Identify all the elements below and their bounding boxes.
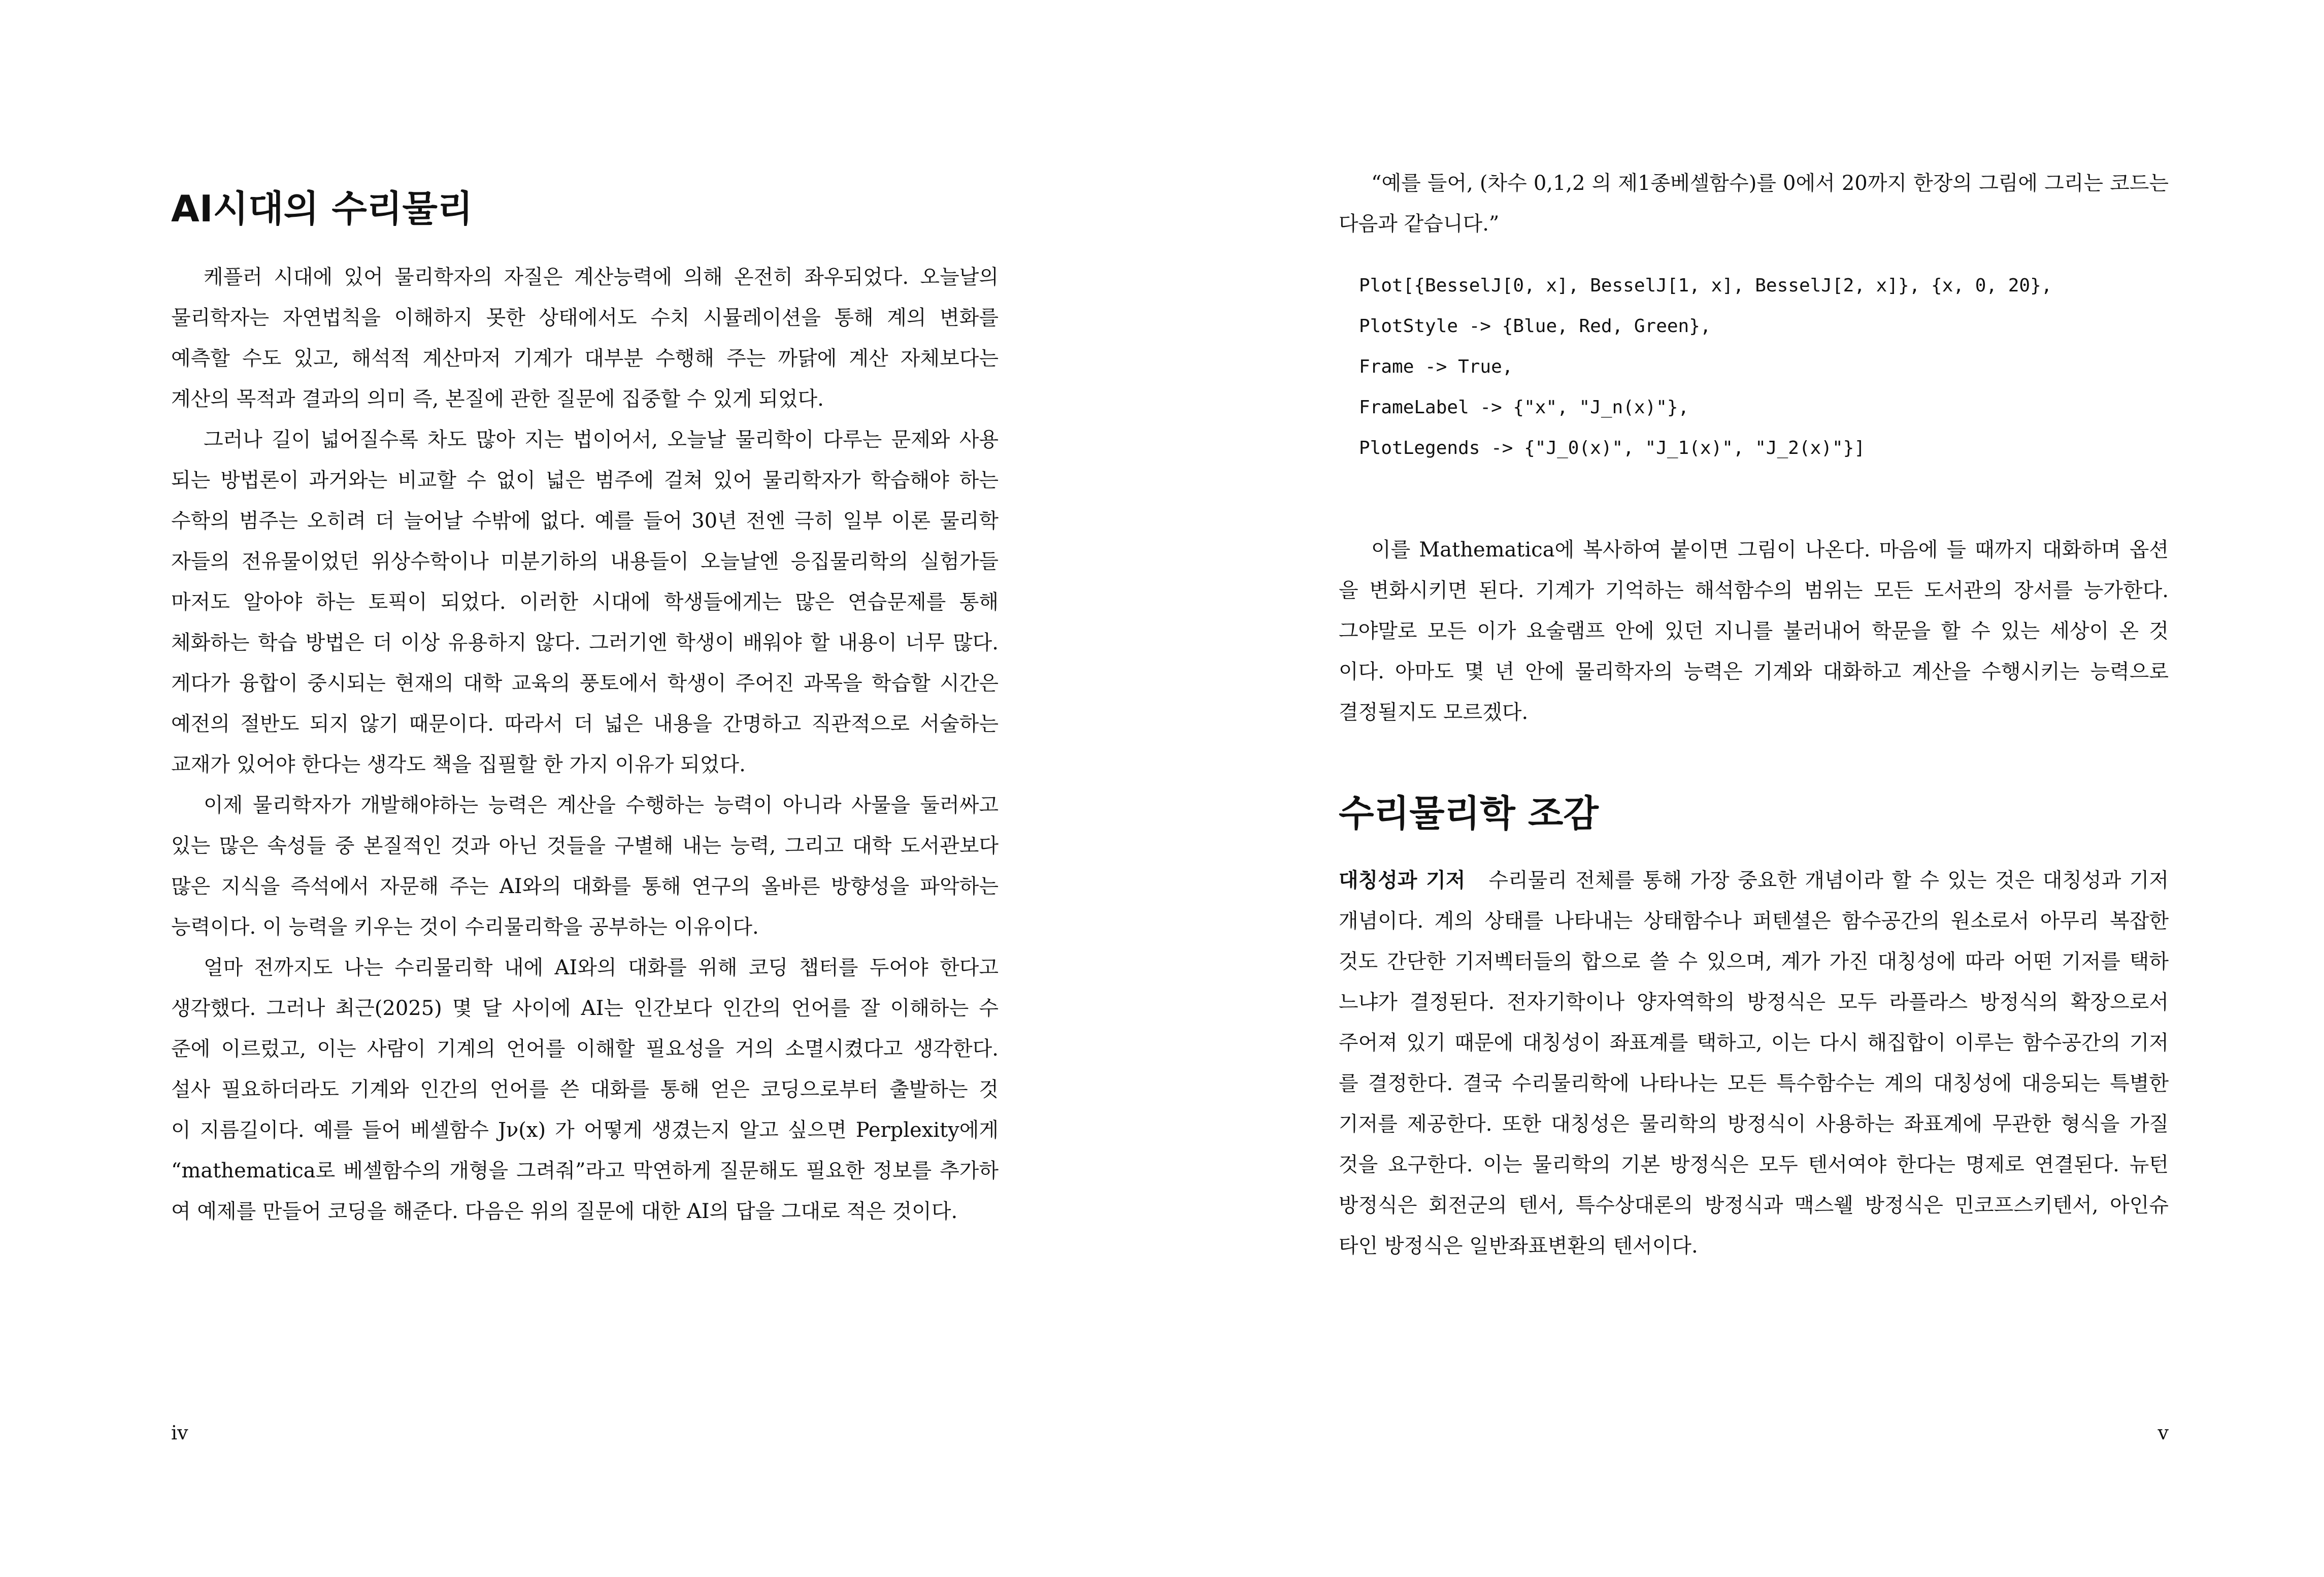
paragraph-line: 이제 물리학자가 개발해야하는 능력은 계산을 수행하는 능력이 아니라 사물을 둘러싸고 (204, 794, 999, 817)
paragraph-line: “mathematica로 베셀함수의 개형을 그려줘”라고 막연하게 질문해도 필요한 정보를 추가하 (171, 1159, 999, 1182)
paragraph-line: 얼마 전까지도 나는 수리물리학 내에 AI와의 대화를 위해 코딩 챕터를 두어야 한다고 (204, 956, 999, 979)
paragraph-line: 예전의 절반도 되지 않기 때문이다. 따라서 더 넓은 내용을 간명하고 직관적으로 서술하는 (171, 712, 999, 736)
paragraph-line: 이를 Mathematica에 복사하여 붙이면 그림이 나온다. 마음에 들 때까지 대화하며 옵션 (1371, 538, 2169, 562)
code-line: PlotStyle -> {Blue, Red, Green}, (1359, 316, 1711, 337)
paragraph-line: 설사 필요하더라도 기계와 인간의 언어를 쓴 대화를 통해 얻은 코딩으로부터 출발하는 것 (171, 1078, 999, 1101)
paragraph-line: 생각했다. 그러나 최근(2025) 몇 달 사이에 AI는 인간보다 인간의 언어를 잘 이해하는 수 (171, 997, 999, 1020)
paragraph-line: 예측할 수도 있고, 해석적 계산마저 기계가 대부분 수행해 주는 까닭에 계산 자체보다는 (171, 347, 999, 370)
left-body (171, 257, 999, 1232)
paragraph-line: 교재가 있어야 한다는 생각도 책을 집필할 한 가지 이유가 되었다. (171, 753, 746, 776)
paragraph-line: 능력이다. 이 능력을 키우는 것이 수리물리학을 공부하는 이유이다. (171, 915, 759, 939)
code-line: Plot[{BesselJ[0, x], BesselJ[1, x], BesselJ[2, x]}, {x, 0, 20}, (1359, 275, 2052, 296)
section-body (1339, 860, 2169, 1266)
code-block (1339, 266, 2169, 469)
code-line: FrameLabel -> {"x", "J_n(x)"}, (1359, 397, 1689, 418)
paragraph-line: 계산의 목적과 결과의 의미 즉, 본질에 관한 질문에 집중할 수 있게 되었다. (171, 387, 824, 411)
paragraph-line: 준에 이르렀고, 이는 사람이 기계의 언어를 이해할 필요성을 거의 소멸시켰다고 생각한다. (171, 1037, 999, 1061)
page-number-right: v (2157, 1422, 2169, 1444)
paragraph-line: 개념이다. 계의 상태를 나타내는 상태함수나 퍼텐셜은 함수공간의 원소로서 아무리 복잡한 (1339, 909, 2169, 933)
section-title: 수리물리학 조감 (1339, 792, 1599, 835)
paragraph-line: 를 결정한다. 결국 수리물리학에 나타나는 모든 특수함수는 계의 대칭성에 대응되는 특별한 (1339, 1072, 2169, 1095)
paragraph-line: 자들의 전유물이었던 위상수학이나 미분기하의 내용들이 오늘날엔 응집물리학의 실험가들 (171, 550, 999, 573)
ai-quote (1339, 163, 2169, 244)
page-number-left: iv (171, 1422, 188, 1444)
chapter-title: AI시대의 수리물리 (171, 187, 473, 230)
paragraph-line (1339, 860, 2169, 901)
paragraph-line: 것도 간단한 기저벡터들의 합으로 쓸 수 있으며, 계가 가진 대칭성에 따라 어떤 기저를 택하 (1339, 950, 2169, 973)
paragraph-line: 타인 방정식은 일반좌표변환의 텐서이다. (1339, 1234, 1698, 1258)
paragraph-line: 이 지름길이다. 예를 들어 베셀함수 Jν(x) 가 어떻게 생겼는지 알고 싶으면 Perplexity에게 (171, 1119, 999, 1142)
paragraph-line: 을 변화시키면 된다. 기계가 기억하는 해석함수의 범위는 모든 도서관의 장서를 능가한다. (1339, 579, 2169, 602)
code-line: Frame -> True, (1359, 356, 1513, 377)
paragraph-line: 그야말로 모든 이가 요술램프 안에 있던 지니를 불러내어 학문을 할 수 있는 세상이 온 것 (1339, 619, 2169, 643)
paragraph-line: 있는 많은 속성들 중 본질적인 것과 아닌 것들을 구별해 내는 능력, 그리고 대학 도서관보다 (171, 834, 999, 858)
paragraph-line: 체화하는 학습 방법은 더 이상 유용하지 않다. 그러기엔 학생이 배워야 할 내용이 너무 많다. (171, 631, 999, 654)
paragraph-line: 케플러 시대에 있어 물리학자의 자질은 계산능력에 의해 온전히 좌우되었다. 오늘날의 (204, 266, 999, 289)
paragraph-line: 이다. 아마도 몇 년 안에 물리학자의 능력은 기계와 대화하고 계산을 수행시키는 능력으로 (1339, 660, 2169, 683)
paragraph-line: 결정될지도 모르겠다. (1339, 701, 1529, 724)
runin-heading: 대칭성과 기저 (1339, 869, 1466, 892)
paragraph-line: 그러나 길이 넓어질수록 차도 많아 지는 법이어서, 오늘날 물리학이 다루는 문제와 사용 (204, 428, 999, 451)
paragraph-line: 마저도 알아야 하는 토픽이 되었다. 이러한 시대에 학생들에게는 많은 연습문제를 통해 (171, 590, 999, 614)
right-paragraph (1339, 530, 2169, 733)
paragraph-line: 여 예제를 만들어 코딩을 해준다. 다음은 위의 질문에 대한 AI의 답을 그대로 적은 것이다. (171, 1200, 958, 1223)
paragraph-line: 것을 요구한다. 이는 물리학의 기본 방정식은 모두 텐서여야 한다는 명제로 연결된다. 뉴턴 (1339, 1153, 2169, 1176)
paragraph-line: 많은 지식을 즉석에서 자문해 주는 AI와의 대화를 통해 연구의 올바른 방향성을 파악하는 (171, 875, 999, 898)
paragraph-line: 게다가 융합이 중시되는 현재의 대학 교육의 풍토에서 학생이 주어진 과목을 학습할 시간은 (171, 672, 999, 695)
paragraph-line: 느냐가 결정된다. 전자기학이나 양자역학의 방정식은 모두 라플라스 방정식의 확장으로서 (1339, 991, 2169, 1014)
paragraph-line: 주어져 있기 때문에 대칭성이 좌표계를 택하고, 이는 다시 해집합이 이루는 함수공간의 기저 (1339, 1031, 2169, 1055)
paragraph-line: 되는 방법론이 과거와는 비교할 수 없이 넓은 범주에 걸쳐 있어 물리학자가 학습해야 하는 (171, 469, 999, 492)
paragraph-line: 수학의 범주는 오히려 더 늘어날 수밖에 없다. 예를 들어 30년 전엔 극히 일부 이론 물리학 (171, 509, 999, 533)
quote-line: “예를 들어, (차수 0,1,2 의 제1종베셀함수)를 0에서 20까지 한장의 그림에 그리는 코드는 (1371, 172, 2169, 195)
quote-line: 다음과 같습니다.” (1339, 212, 1500, 236)
paragraph-line: 방정식은 회전군의 텐서, 특수상대론의 방정식과 맥스웰 방정식은 민코프스키텐서, 아인슈 (1339, 1194, 2169, 1217)
code-line: PlotLegends -> {"J_0(x)", "J_1(x)", "J_2(x)"}] (1359, 438, 1865, 458)
paragraph-line: 기저를 제공한다. 또한 대칭성은 물리학의 방정식이 사용하는 좌표계에 무관한 형식을 가질 (1339, 1112, 2169, 1136)
paragraph-line: 물리학자는 자연법칙을 이해하지 못한 상태에서도 수치 시뮬레이션을 통해 계의 변화를 (171, 306, 999, 330)
paragraph-text: 수리물리 전체를 통해 가장 중요한 개념이라 할 수 있는 것은 대칭성과 기저 (1488, 869, 2169, 892)
